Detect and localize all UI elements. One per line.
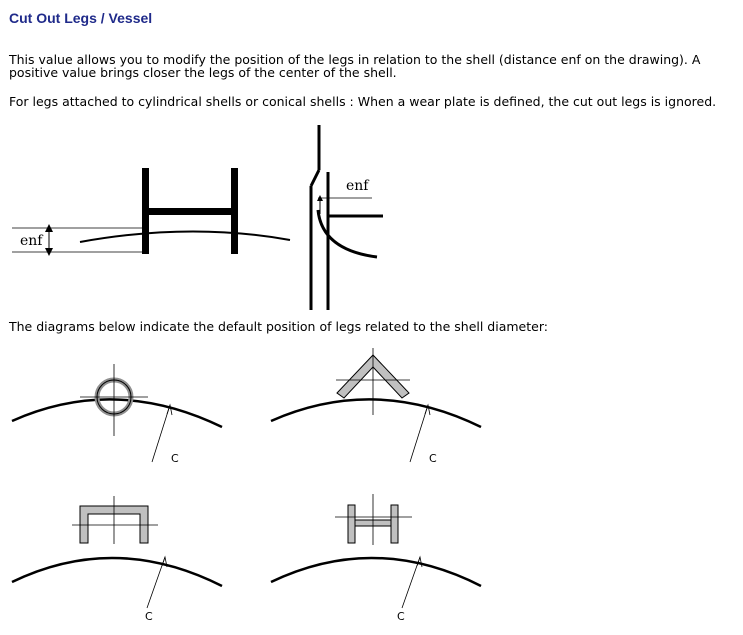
diameter-label-angle: C (429, 452, 437, 465)
angle-leg-diagram (271, 348, 481, 465)
diameter-label-h-beam: C (397, 610, 405, 623)
channel-leg-diagram (12, 496, 222, 623)
enf-label-left: enf (20, 233, 43, 249)
circular-leg-diagram (12, 364, 222, 465)
diameter-label-channel: C (145, 610, 153, 623)
h-beam-leg-diagram (271, 494, 481, 623)
intro-paragraph: This value allows you to modify the position of the legs in relation to the shell (distance enf on the drawing). A positive value brings closer the legs of the center of the shell. (9, 52, 701, 80)
enf-label-right: enf (346, 178, 369, 194)
h-leg-side-view (12, 168, 290, 256)
diameter-label-circle: C (171, 452, 179, 465)
leg-section-view (311, 125, 383, 310)
page-title: Cut Out Legs / Vessel (9, 10, 153, 26)
default-position-paragraph: The diagrams below indicate the default position of legs related to the shell diameter: (9, 319, 548, 334)
wear-plate-note: For legs attached to cylindrical shells or conical shells : When a wear plate is defined, the cut out legs is ignored. (9, 94, 717, 109)
